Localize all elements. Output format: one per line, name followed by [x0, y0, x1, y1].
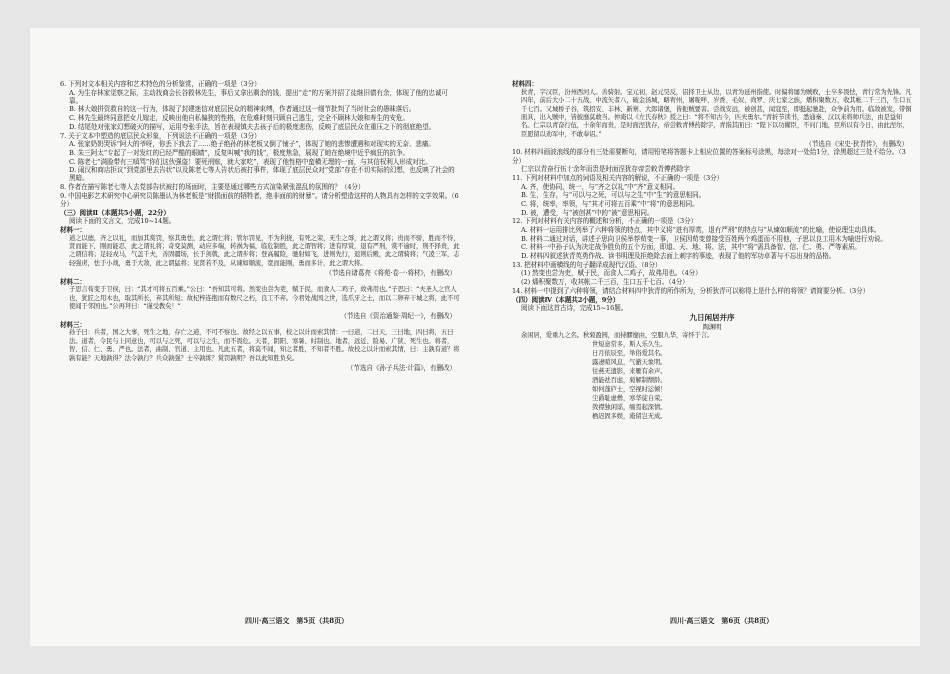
q14: 14. 材料一中提到了六种将领，请结合材料四中狄青的所作所为，分析狄青可以称得上是什么样的将领？请简要分析。（3分） [512, 286, 870, 295]
poem-line: 日月依辰至，举俗爱其名。 [592, 349, 667, 357]
material-4-text: 狄青，字汉臣，汾州西河人。善骑射。宝元初，赵元昊反，诏择卫士从边，以青为延州指使。时偏将屡为贼败，士卒多畏怯，青行常为先锋。凡四年，前后大小二十五战，中流矢者八，破金汤城，略宥州，屠咙咩、岁香、毛奴、尚罗、庆七家之族，燔积聚数万，收其帐二千三百，生口五千七百。又城桥子谷，筑招安、丰林、新寨、大郎诸堡，皆扼贼要害。尝战安远，被创甚，闻寇至，即挺起驰赴，众争前为用。临敌被发，带铜面具，出入贼中，皆披靡莫敢当。仲淹以《左氏春秋》授之曰：“将不知古今，匹夫勇尔。”青折节读书，悉通秦、汉以来将帅兵法，由是益知名。仁宗以青奋行伍，十余年而贵，是时面涅犹存，帝尝敕青傅药除字，青指其面曰：“陛下以功擢臣，不问门地，臣所以有今日，由此涅尔，臣愿留以劝军中，不敢奉诏。” [521, 88, 912, 138]
poem-line: 敛襟独闲谣，缅焉起深情。 [592, 403, 667, 411]
q13-part-2: (2) 燔积聚数万，收其帐二千三百，生口五千七百。（4分） [521, 278, 689, 287]
q12-option-b: B. 材料二通过对话，讲述子思向卫侯举荐荀变一事，卫侯因荀变曾接受百姓两个鸡蛋而不用他，子思以良工用木为喻进行劝说。 [521, 234, 887, 243]
poem-line: 尘爵耻虚罍，寒华徒自荣。 [592, 394, 667, 402]
material-1-source: （节选自诸葛亮《将苑·卷一·将材》，有删改） [325, 268, 456, 277]
q12-option-a: A. 材料一运用排比列举了六种将领的特点，其中义将“进有厚赏，退有严刑”的特点与“从谏如顺流”的比喻，使说理生动具体。 [521, 226, 881, 234]
q8: 8. 作者在描写陈老七等人去党部告状被打的场面时，主要是通过哪些方式渲染紧张混乱的氛围的？（4分） [60, 183, 365, 192]
page-5-column [60, 80, 460, 372]
material-3-label: 材料三： [60, 320, 86, 329]
poem-line: 往燕无遗影，来雁有余声。 [592, 367, 667, 375]
q11-stem: 11. 下列对材料中加点的词语及相关内容的解说，不正确的一项是（3分） [512, 173, 724, 182]
exam-sheet [30, 28, 920, 646]
poem-author: 陶渊明 [702, 322, 722, 331]
section-3-heading: （三）阅读Ⅱ（本题共5小题，22分） [60, 208, 170, 217]
poem-body [512, 341, 912, 421]
material-2-source: （节选自《资治通鉴·周纪一》，有删改） [340, 312, 456, 320]
material-2-label: 材料二： [60, 277, 86, 286]
q11-option-a: A. 齐，使协同，统一，与“齐之以礼”中“齐”意义相同。 [521, 182, 680, 191]
material-3-text: 孙子曰：兵者，国之大事，死生之地，存亡之道，不可不察也。故经之以五事，校之以计而索其情：一曰道，二曰天，三曰地，四曰将，五曰法。道者，令民与上同意也，可以与之死，可以与之生，而不畏危。天者，阴阳、寒暑、时制也。地者，远近、险易、广狭、死生也。将者，智、信、仁、勇、严也。法者，曲制、官道、主用也。凡此五者，将莫不闻，知之者胜，不知者不胜。故校之以计而索其情，曰：主孰有道？将孰有能？天地孰得？法令孰行？兵众孰强？士卒孰练？赏罚孰明？吾以此知胜负矣。 [69, 329, 460, 362]
page-6-footer: 四川·高三语文 第6页（共8页） [670, 616, 774, 625]
q6-option-b: B. 林大娘拼资救自的这一行为，体现了封建迷信对底层民众的精神束缚，作者通过这一细节批判了当时社会的愚昧落后。 [69, 105, 416, 114]
q6-option-c: C. 林先生最终同意把女儿嫁走，反映出他自私偏狭的性格，在危难时刻只顾自己逃生，完全不顾林大娘和寿生的安危。 [69, 114, 409, 123]
section-3-intro: 阅读下面的文言文，完成10~14题。 [69, 217, 176, 226]
poem-line: 世短意常多，斯人乐久生。 [592, 340, 667, 348]
q12-option-c: C. 材料一中孙子认为决定战争胜负的五个方面，即道、天、地、将、法，其中“将”需具备智、信、仁、勇、严等素质。 [521, 243, 861, 252]
q6-option-a: A. 为生存林家觉察之际，主动找商会长谷救林先生，事后又拿出剩余的钱，提出“走”的方案并招了徒继旧债有余，体现了他的忠诚可靠。 [69, 88, 448, 105]
material-4-source: （节选自《宋史·狄青传》，有删改） [805, 139, 908, 148]
material-1-label: 材料一： [60, 225, 86, 234]
q9: 9. 中国电影艺术研究中心研究员陈墨认为林老板是“财损面前的牺牲者，绝非面前的财暴”。请分析塑造这样的人物具有怎样的文学效果。（6分） [60, 191, 459, 208]
poem-line: 栖迟固多娱，淹留岂无成。 [592, 412, 667, 420]
q12-stem: 12. 下列对材料有关内容的概述和分析，不正确的一项是（3分） [512, 217, 698, 226]
poem-line: 露凄暄风息，气澈天象明。 [592, 358, 667, 366]
page-5-footer: 四川·高三语文 第5页（共8页） [245, 616, 349, 625]
q10: 10. 材料四画波浪线的部分有三处需要断句，请用铅笔将答题卡上相应位置的答案标号涂黑，每涂对一处给1分，涂黑超过三处不给分。（3分） [512, 148, 906, 165]
q12-option-d: D. 材料四叙述狄青英勇作战、读书明理及拒绝除去面上刺字的事迹，表现了他的军功卓著与不忘出身的品格。 [521, 252, 836, 261]
page-6-column [512, 80, 912, 422]
poem-line: 酒能祛百虑，菊解制颓龄。 [592, 376, 667, 384]
q7-option-c: C. 陈老七“满脸带有三嗔骂”你们这伙强盗！要死刑账，就大家吃”，表现了他性格中蛮横无理的一面，与其信权利人形成对比。 [69, 157, 432, 166]
q11-option-d: D. 被，遭受，与“被创甚”中的“被”意思相同。 [521, 208, 654, 217]
q6-stem: 6. 下列对文本相关内容和艺术特色的分析鉴赏，正确的一项是（3分） [60, 80, 261, 88]
material-4-label: 材料四： [512, 80, 538, 88]
section-4-heading: （四）阅读Ⅳ（本题共2小题，9分） [512, 295, 620, 304]
q7-option-b: B. 朱三阿太“专起了一对发红的已经严酷的眼睛”，反复叫喊“我的钱”，极度焦急，展现了她在绝境中近乎疯狂的抗争。 [69, 148, 410, 157]
q13-part-1: (1) 然变也尝为吏，赋于民，而食人二鸡子，故弗用也。（4分） [521, 269, 702, 278]
material-3-source: （节选自《孙子兵法·计篇》，有删改） [346, 363, 456, 372]
q7-option-d: D. 闹汉和商店拒议“到党部里去告状”以及陈老七等人告状后被打事件，体现了底层民众对“党部”存在不切实际的幻想，也反映了社会的黑暗。 [69, 166, 455, 183]
material-2-text: 子思言荀变于卫侯，曰：“其才可将五百乘。”公曰：“吾知其可将。然变也尝为吏，赋于民，而食人二鸡子，故弗用也。”子思曰：“夫圣人之官人也，犹匠之用木也，取其所长，弃其所短；故杞梓连抱而有数尺之朽，良工不弃。今君处战国之世，选爪牙之士，而以二卵弃干城之将，此不可使闻于邻国也。”公再拜曰：“谨受教矣！” [69, 286, 460, 310]
q7-option-a: A. 张家奶奶哭诉“阿大的爷呀，你丢下我去了……绝子绝孙的林老板又倒了铺子”，体现了她的悲惨遭遇和对现实的无奈、悲痛。 [69, 140, 435, 149]
poem-preface: 余闲居，爱重九之名。秋菊盈园，而持醪靡由，空服九华，寄怀于言。 [521, 331, 714, 339]
q11-option-b: B. 生，生存，与“可以与之死，可以与之生”中“生”的意思相同。 [521, 191, 706, 200]
q13-stem: 13. 把材料中画横线的句子翻译成现代汉语。（8分） [512, 260, 662, 269]
poem-title: 九日闲居并序 [689, 313, 735, 323]
q7-stem: 7. 关于文本中塑造的底层民众形象，下列说法不正确的一项是（3分） [60, 131, 261, 140]
material-1-text: 道之以德，齐之以礼，而加其赏罚，察其勇怯，此之谓仁将；管尔罚见，不为利挠，有死之荣，无生之辱，此之谓义将；贵而不骄，胜而不恃，贤而能下，刚而能忍，此之谓礼将；奇变莫测，动应多端，转祸为福，临危制胜，此之谓智将；进有厚赏，退有严刑，赏不逾时，刑不择贵，此之谓信将；足轻戎马，气盖千夫，善固疆场，长于剑戟，此之谓步将；登高履险，驰射如飞，进则先行，退则后殿，此之谓骑将；气凌三军，志轻强虏，怯于小战，勇于大敌，此之谓猛将；见贤若不及，从谏如顺流，宽而能刚，勇而多计，此之谓大将。 [69, 234, 460, 267]
q11-option-c: C. 将，统率，率领，与“其才可将五百乘”中“将”的意思相同。 [521, 199, 699, 208]
poem-line: 如何蓬庐士，空视时运倾！ [592, 385, 667, 393]
q6-option-d: D. 结尾处对张家幻想破灭的描写，运用夸张手法，旨在表现镇夫去孩子后的极度悲伤，反映了底层民众在重压之下的彻底绝望。 [69, 122, 436, 131]
q10-sentence-line: 仁宗以青奋行伍十余年而贵是时面涅犹存帝尝敕青傅药除字 [521, 165, 690, 174]
section-4-intro: 阅读下面这首古诗，完成15~16题。 [521, 304, 628, 313]
